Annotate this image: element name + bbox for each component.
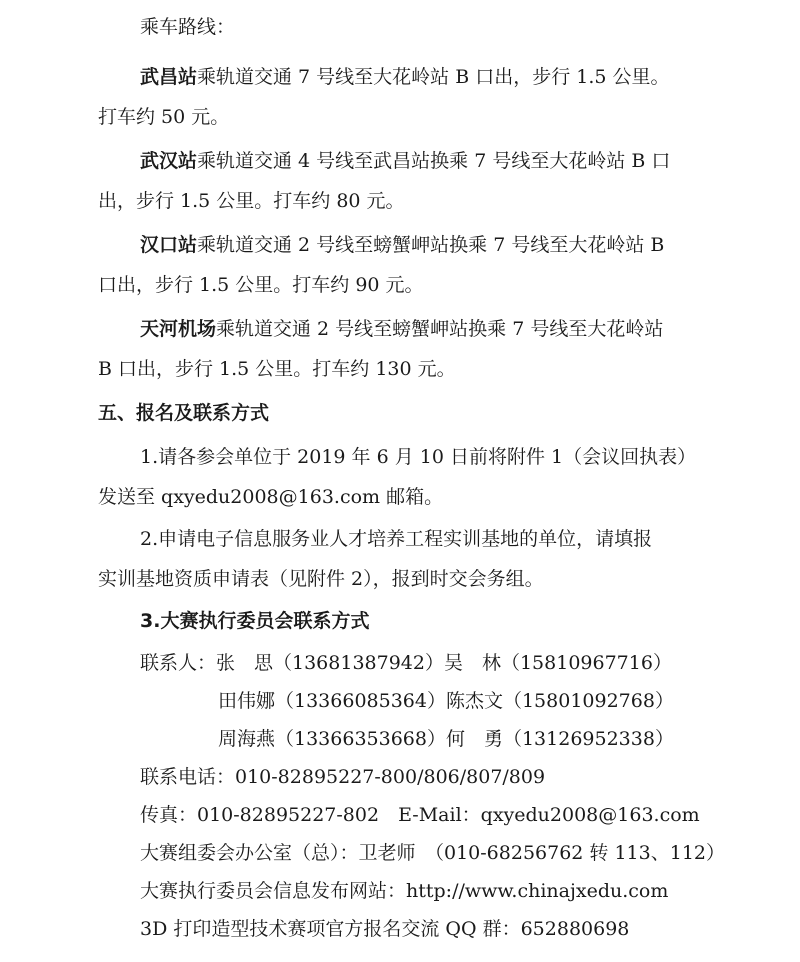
station-name: 武汉站 (140, 150, 198, 172)
route-hankou-line2: 口出，步行 1.5 公里。打车约 90 元。 (98, 274, 424, 296)
route-airport-line2: B 口出，步行 1.5 公里。打车约 130 元。 (98, 358, 456, 380)
item3-title: 3.大赛执行委员会联系方式 (140, 610, 370, 632)
route-wuhan-line2: 出，步行 1.5 公里。打车约 80 元。 (98, 190, 405, 212)
item1-line2: 发送至 qxyedu2008@163.com 邮箱。 (98, 486, 444, 508)
contacts-row2: 田伟娜（13366085364）陈杰文（15801092768） (218, 690, 674, 712)
station-name: 汉口站 (140, 234, 198, 256)
route-wuhan-line1 (140, 148, 670, 174)
phone-line: 联系电话：010-82895227-800/806/807/809 (140, 766, 546, 788)
route-airport-line1 (140, 316, 663, 342)
fax-email-line: 传真：010-82895227-802 E-Mail：qxyedu2008@163.com (140, 804, 700, 826)
item1-line1: 1.请各参会单位于 2019 年 6 月 10 日前将附件 1（会议回执表） (140, 446, 697, 468)
contacts-row3: 周海燕（13366353668）何 勇（13126952338） (218, 728, 674, 750)
station-name: 天河机场 (140, 318, 217, 340)
office-line: 大赛组委会办公室（总）：卫老师 （010-68256762 转 113、112） (140, 842, 726, 864)
route-hankou-line1 (140, 232, 664, 258)
route-text: 乘轨道交通 7 号线至大花岭站 B 口出，步行 1.5 公里。 (197, 66, 670, 88)
contacts-row1: 联系人：张 思（13681387942）吴 林（15810967716） (140, 652, 672, 674)
route-wuchang-line2: 打车约 50 元。 (98, 106, 230, 128)
station-name: 武昌站 (140, 66, 198, 88)
route-text: 乘轨道交通 4 号线至武昌站换乘 7 号线至大花岭站 B 口 (197, 150, 671, 172)
route-title: 乘车路线： (140, 16, 236, 38)
website-line: 大赛执行委员会信息发布网站：http://www.chinajxedu.com (140, 880, 669, 902)
route-wuchang-line1 (140, 64, 670, 90)
route-text: 乘轨道交通 2 号线至螃蟹岬站换乘 7 号线至大花岭站 B (197, 234, 665, 256)
item2-line1: 2.申请电子信息服务业人才培养工程实训基地的单位，请填报 (140, 528, 653, 550)
route-text: 乘轨道交通 2 号线至螃蟹岬站换乘 7 号线至大花岭站 (216, 318, 664, 340)
section5-title: 五、报名及联系方式 (98, 402, 270, 424)
item2-line2: 实训基地资质申请表（见附件 2），报到时交会务组。 (98, 568, 544, 590)
qq-group-line: 3D 打印造型技术赛项官方报名交流 QQ 群：652880698 (140, 918, 630, 940)
